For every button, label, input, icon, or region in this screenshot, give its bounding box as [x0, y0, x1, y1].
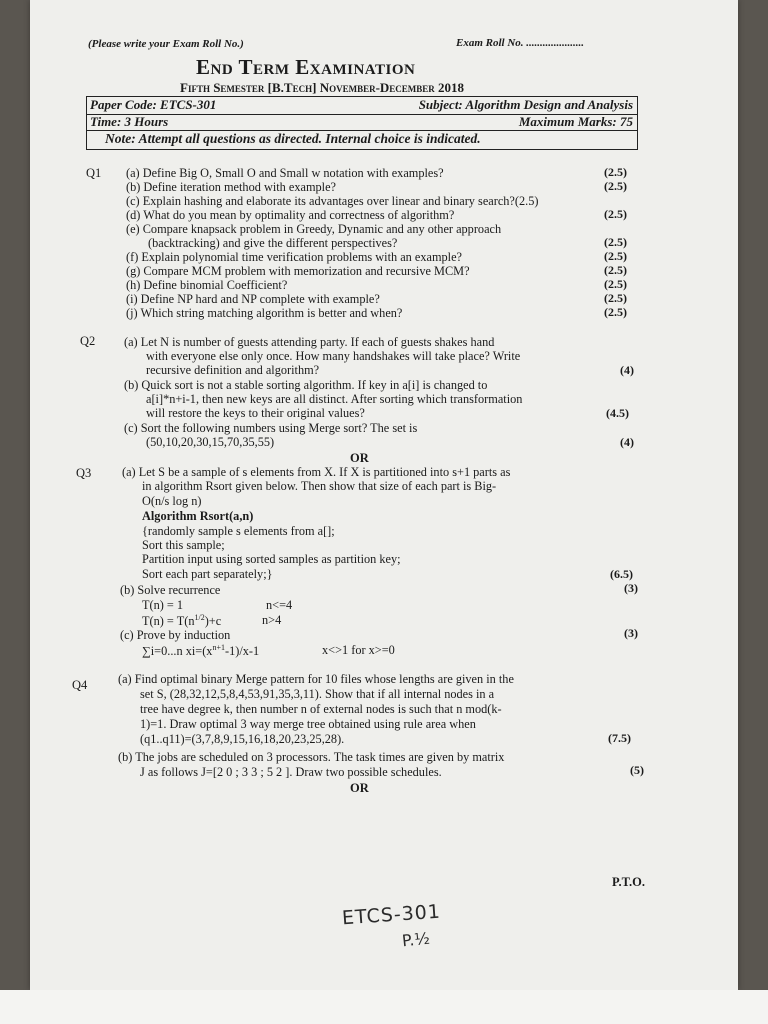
q1-marks: (2.5) [604, 207, 627, 221]
q4-part-a: set S, (28,32,12,5,8,4,53,91,35,3,11). Show that if all internal nodes in a [140, 687, 495, 701]
induction-formula [142, 643, 259, 659]
or-divider: OR [350, 451, 369, 465]
q1-item: (h) Define binomial Coefficient? [126, 278, 288, 292]
handwritten-page-mark: P.½ [401, 928, 431, 951]
q3-b-marks: (3) [624, 581, 638, 595]
background-surface [0, 990, 768, 1024]
recurrence-step-tail: )+c [204, 614, 222, 629]
recurrence-condition: n<=4 [266, 598, 293, 612]
q2-b-marks: (4.5) [606, 406, 629, 420]
recurrence-line [142, 598, 183, 613]
q1-marks: (2.5) [604, 277, 627, 291]
q1-item: (e) Compare knapsack problem in Greedy, Dynamic and any other approach [126, 222, 502, 236]
q1-item: (a) Define Big O, Small O and Small w notation with examples? [126, 166, 444, 180]
q1-marks: (2.5) [604, 263, 627, 277]
q1-item: (j) Which string matching algorithm is better and when? [126, 306, 403, 320]
algorithm-line: Sort each part separately;} [142, 567, 273, 581]
q3-part-a: (a) Let S be a sample of s elements from X. If X is partitioned into s+1 parts as [122, 465, 511, 479]
instructions-note: Note: Attempt all questions as directed. Internal choice is indicated. [105, 131, 481, 146]
q1-marks: (2.5) [604, 235, 627, 249]
q4-part-a: (a) Find optimal binary Merge pattern for 10 files whose lengths are given in the [118, 672, 514, 686]
time-allowed: Time: 3 Hours [90, 114, 169, 129]
or-divider: OR [350, 781, 369, 795]
paper-code-row [87, 97, 637, 114]
exam-roll-field: Exam Roll No. ..................... [456, 37, 585, 49]
q4-part-b: J as follows J=[2 0 ; 3 3 ; 5 2 ]. Draw two possible schedules. [140, 765, 442, 779]
paper-info-box [86, 96, 638, 150]
q4-part-a: (q1..q11)=(3,7,8,9,15,16,18,20,23,25,28). [140, 732, 345, 746]
q3-part-c: (c) Prove by induction [120, 628, 231, 642]
recurrence-base: T(n) = 1 [142, 598, 184, 612]
question-3-number: Q3 [76, 466, 92, 480]
page-turn-note: P.T.O. [612, 875, 645, 889]
algorithm-line: Sort this sample; [142, 538, 225, 552]
induction-condition: x<>1 for x>=0 [322, 643, 395, 657]
q1-item: (f) Explain polynomial time verification problems with an example? [126, 250, 463, 264]
induction-sum-tail: -1)/x-1 [224, 644, 260, 659]
semester-line: Fifth Semester [B.Tech] November-December 2018 [180, 80, 465, 95]
handwritten-code: ETCS-301 [341, 900, 442, 930]
question-2-number: Q2 [80, 334, 96, 348]
q4-part-b: (b) The jobs are scheduled on 3 processors. The task times are given by matrix [118, 750, 505, 764]
q2-part-a: recursive definition and algorithm? [146, 363, 320, 377]
q1-marks: (2.5) [604, 165, 627, 179]
q2-part-c: (c) Sort the following numbers using Merge sort? The set is [124, 421, 418, 435]
q1-item: (i) Define NP hard and NP complete with example? [126, 292, 380, 306]
q2-part-a: with everyone else only once. How many handshakes will take place? Write [146, 349, 521, 363]
subject: Subject: Algorithm Design and Analysis [418, 97, 633, 112]
q4-b-marks: (5) [630, 763, 644, 777]
q4-a-marks: (7.5) [608, 731, 631, 745]
q2-part-b: will restore the keys to their original values? [146, 406, 365, 420]
maximum-marks: Maximum Marks: 75 [518, 114, 633, 129]
q1-item: (backtracking) and give the different perspectives? [148, 236, 398, 250]
q2-part-b: (b) Quick sort is not a stable sorting algorithm. If key in a[i] is changed to [124, 378, 488, 392]
q1-item: (d) What do you mean by optimality and correctness of algorithm? [126, 208, 455, 222]
roll-number-instruction: (Please write your Exam Roll No.) [88, 38, 244, 50]
recurrence-line [142, 613, 221, 629]
q2-part-a: (a) Let N is number of guests attending party. If each of guests shakes hand [124, 335, 495, 349]
recurrence-step: T(n) = T(n [142, 614, 195, 629]
q2-part-c: (50,10,20,30,15,70,35,55) [146, 435, 275, 449]
q2-c-marks: (4) [620, 435, 634, 449]
q1-marks: (2.5) [604, 305, 627, 319]
question-1-number: Q1 [86, 166, 102, 180]
q1-item: (c) Explain hashing and elaborate its advantages over linear and binary search?(2.5) [126, 194, 539, 208]
question-4-number: Q4 [72, 678, 88, 692]
q3-part-a: in algorithm Rsort given below. Then show that size of each part is Big- [142, 479, 497, 493]
induction-exponent: n+1 [212, 643, 225, 652]
recurrence-exponent: 1/2 [194, 613, 205, 622]
q4-part-a: tree have degree k, then number n of external nodes is such that n mod(k- [140, 702, 502, 716]
q4-part-a: 1)=1. Draw optimal 3 way merge tree obtained using rule area when [140, 717, 476, 731]
time-row [87, 114, 637, 131]
q3-c-marks: (3) [624, 626, 638, 640]
q1-marks: (2.5) [604, 249, 627, 263]
recurrence-condition: n>4 [262, 613, 282, 627]
algorithm-title: Algorithm Rsort(a,n) [142, 509, 254, 523]
paper-code: Paper Code: ETCS-301 [90, 97, 217, 112]
algorithm-line: Partition input using sorted samples as partition key; [142, 552, 401, 566]
exam-paper [30, 0, 738, 990]
q3-part-a: O(n/s log n) [142, 494, 202, 508]
q2-a-marks: (4) [620, 363, 634, 377]
exam-title: End Term Examination [196, 55, 416, 79]
q3-a-marks: (6.5) [610, 567, 633, 581]
q1-item: (b) Define iteration method with example? [126, 180, 336, 194]
q1-item: (g) Compare MCM problem with memorization and recursive MCM? [126, 264, 470, 278]
q1-marks: (2.5) [604, 179, 627, 193]
induction-sum: ∑i=0...n xi=(x [142, 644, 213, 659]
q2-part-b: a[i]*n+i-1, then new keys are all distinct. After sorting which transformation [146, 392, 523, 406]
q1-marks: (2.5) [604, 291, 627, 305]
q3-part-b: (b) Solve recurrence [120, 583, 221, 597]
algorithm-line: {randomly sample s elements from a[]; [142, 524, 335, 538]
